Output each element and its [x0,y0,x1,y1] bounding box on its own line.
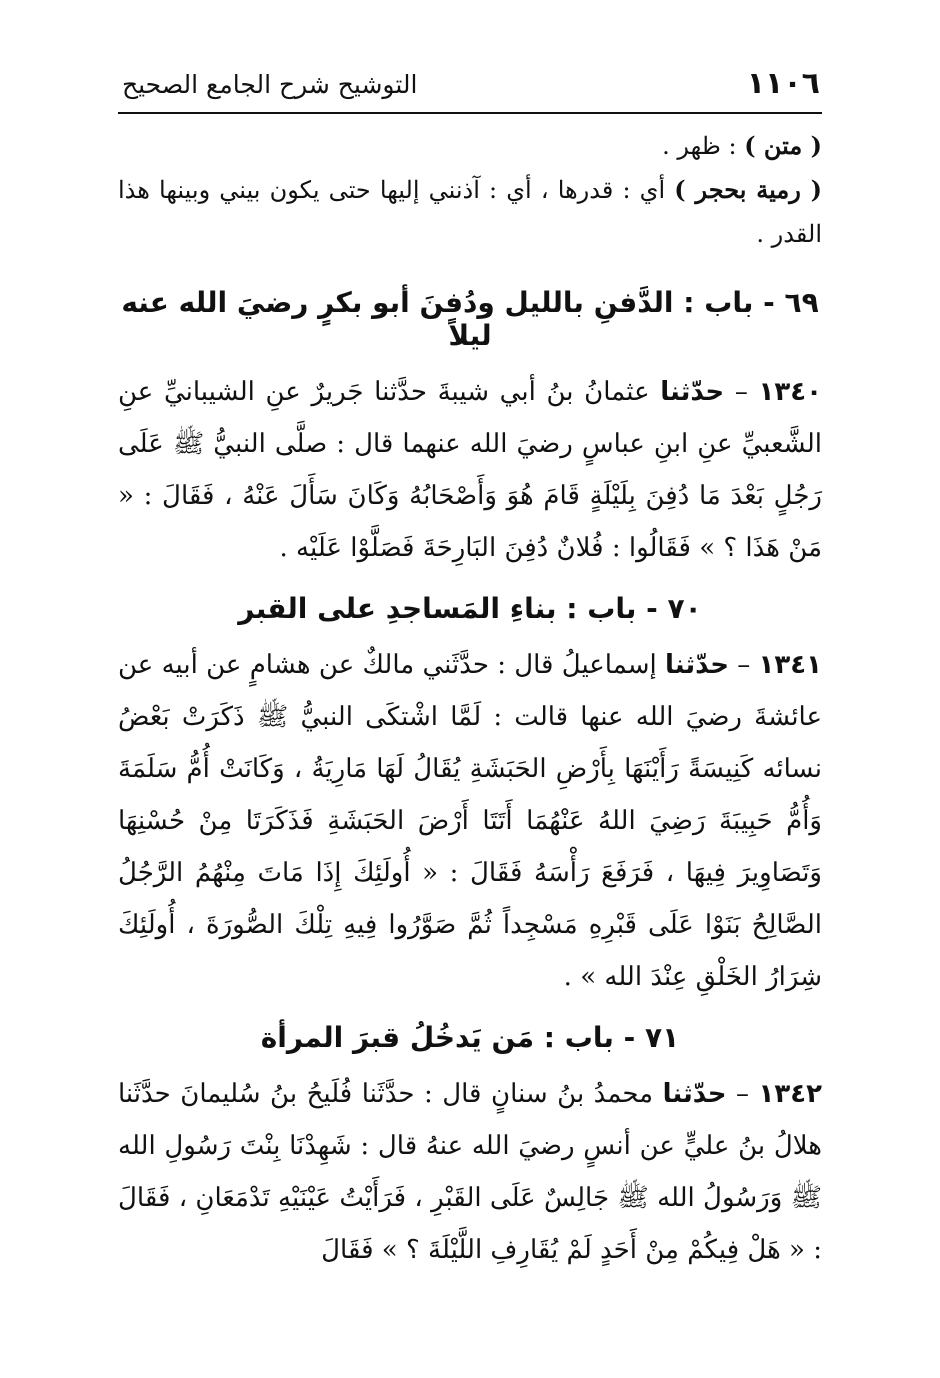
hadith-number: ١٣٤٠ [758,377,823,407]
gloss-text: : ظهر . [662,132,737,160]
page-number: ١١٠٦ [746,66,820,101]
gloss-text: أي : قدرها ، أي : آذنني إليها حتى يكون بيني وبينها هذا القدر . [118,176,822,248]
chapter-heading: ٧١ - باب : مَن يَدخُلُ قبرَ المرأة [260,1021,680,1054]
chapter-heading: ٦٩ - باب : الدَّفنِ بالليل ودُفنَ أبو بكرٍ رضيَ الله عنه ليلاً [121,286,819,352]
running-title: التوشيح شرح الجامع الصحيح [122,70,418,99]
hadith-lead: حدّثنا [665,650,729,680]
book-page [118,62,822,1276]
hadith-paragraph: ١٣٤١ – حدّثنا إسماعيلُ قال : حدَّثَني مالكٌ عن هشامٍ عن أبيه عن عائشةَ رضيَ الله عنها قالت : لَمَّا اشْتكَى النبيُّ ﷺ ذَكَرَتْ بَعْضُ نسائه كَنِيسَةً رَأَيْنَهَا بِأَرْضِ الحَبَشَةِ يُقَالُ لَهَا مَارِيَةُ ، وَكَانَتْ أُمُّ سَلَمَةَ وَأُمُّ حَبِيبَةَ رَضِيَ اللهُ عَنْهُمَا أَتَتَا أَرْضَ الحَبَشَةِ فَذَكَرَتَا مِنْ حُسْنِهَا وَتَصَاوِيرَ فِيهَا ، فَرَفَعَ رَأْسَهُ فَقَالَ : « أُولَئِكَ إِذَا مَاتَ مِنْهُمُ الرَّجُلُ الصَّالِحُ بَنَوْا عَلَى قَبْرِهِ مَسْجِداً ثُمَّ صَوَّرُوا فِيهِ تِلْكَ الصُّورَةَ ، أُولَئِكَ شِرَارُ الخَلْقِ عِنْدَ الله » . [118,650,822,992]
hadith-text: إسماعيلُ قال : حدَّثَني مالكٌ عن هشامٍ عن أبيه عن عائشةَ رضيَ الله عنها قالت : لَمَّا اشْتكَى النبيُّ ﷺ ذَكَرَتْ بَعْضُ نسائه كَنِيسَةً رَأَيْنَهَا بِأَرْضِ الحَبَشَةِ يُقَالُ لَهَا مَارِيَةُ ، وَكَانَتْ أُمُّ سَلَمَةَ وَأُمُّ حَبِيبَةَ رَضِيَ اللهُ عَنْهُمَا أَتَتَا أَرْضَ الحَبَشَةِ فَذَكَرَتَا مِنْ حُسْنِهَا وَتَصَاوِيرَ فِيهَا ، فَرَفَعَ رَأْسَهُ فَقَالَ : « أُولَئِكَ إِذَا مَاتَ مِنْهُمُ الرَّجُلُ الصَّالِحُ بَنَوْا عَلَى قَبْرِهِ مَسْجِداً ثُمَّ صَوَّرُوا فِيهِ تِلْكَ الصُّورَةَ ، أُولَئِكَ شِرَارُ الخَلْقِ عِنْدَ الله » . [118,650,822,992]
hadith-paragraph: ١٣٤٠ – حدّثنا عثمانُ بنُ أبي شيبةَ حدَّثنا جَريرٌ عنِ الشيبانيِّ عنِ الشَّعبيِّ عنِ ابنِ عباسٍ رضيَ الله عنهما قال : صلَّى النبيُّ ﷺ عَلَى رَجُلٍ بَعْدَ مَا دُفِنَ بِلَيْلَةٍ قَامَ هُوَ وَأَصْحَابُهُ وَكَانَ سَأَلَ عَنْهُ ، فَقَالَ : « مَنْ هَذَا ؟ » فَقَالُوا : فُلانٌ دُفِنَ البَارِحَةَ فَصَلَّوْا عَلَيْه . [118,377,823,563]
hadith-text: محمدُ بنُ سنانٍ قال : حدَّثَنا فُلَيحُ بنُ سُليمانَ حدَّثَنا هلالُ بنُ عليٍّ عن أنسٍ رضيَ الله عنهُ قال : شَهِدْنَا بِنْتَ رَسُولِ الله ﷺ وَرَسُولُ الله ﷺ جَالِسٌ عَلَى القَبْرِ ، فَرَأَيْتُ عَيْنَيْهِ تَدْمَعَانِ ، فَقَالَ : « هَلْ فِيكُمْ مِنْ أَحَدٍ لَمْ يُقَارِفِ اللَّيْلَةَ ؟ » فَقَالَ [118,1079,822,1265]
hadith-lead: حدّثنا [662,1079,727,1109]
hadith-number: ١٣٤٢ [758,1079,823,1109]
hadith-text: عثمانُ بنُ أبي شيبةَ حدَّثنا جَريرٌ عنِ الشيبانيِّ عنِ الشَّعبيِّ عنِ ابنِ عباسٍ رضيَ الله عنهما قال : صلَّى النبيُّ ﷺ عَلَى رَجُلٍ بَعْدَ مَا دُفِنَ بِلَيْلَةٍ قَامَ هُوَ وَأَصْحَابُهُ وَكَانَ سَأَلَ عَنْهُ ، فَقَالَ : « مَنْ هَذَا ؟ » فَقَالُوا : فُلانٌ دُفِنَ البَارِحَةَ فَصَلَّوْا عَلَيْه . [118,377,822,563]
hadith-lead: حدّثنا [660,377,725,407]
gloss-term: ( متن ) [744,131,822,160]
gloss-entry [118,168,822,256]
gloss-term: ( رمية بحجر ) [674,175,822,204]
gloss-entry [118,124,822,168]
hadith-paragraph: ١٣٤٢ – حدّثنا محمدُ بنُ سنانٍ قال : حدَّثَنا فُلَيحُ بنُ سُليمانَ حدَّثَنا هلالُ بنُ عليٍّ عن أنسٍ رضيَ الله عنهُ قال : شَهِدْنَا بِنْتَ رَسُولِ الله ﷺ وَرَسُولُ الله ﷺ جَالِسٌ عَلَى القَبْرِ ، فَرَأَيْتُ عَيْنَيْهِ تَدْمَعَانِ ، فَقَالَ : « هَلْ فِيكُمْ مِنْ أَحَدٍ لَمْ يُقَارِفِ اللَّيْلَةَ ؟ » فَقَالَ [118,1079,823,1265]
running-head [118,62,822,114]
hadith-number: ١٣٤١ [758,650,822,680]
chapter-heading: ٧٠ - باب : بناءِ المَساجدِ على القبر [238,592,702,625]
